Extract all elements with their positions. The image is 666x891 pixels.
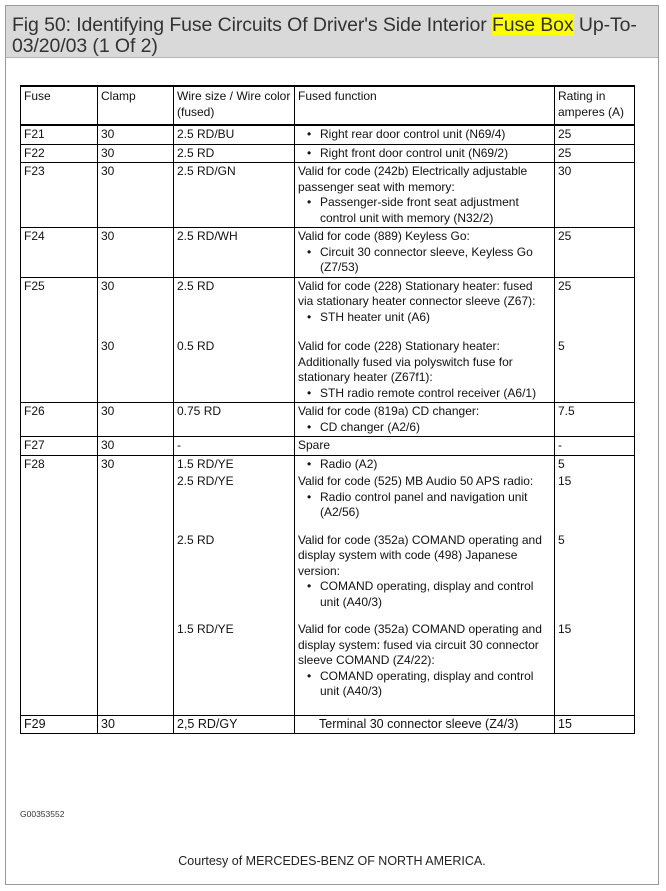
rating-cell: 25 <box>555 228 635 278</box>
wire-cell: - <box>174 437 295 456</box>
clamp-cell: 30 <box>98 228 174 278</box>
wire-cell: 2.5 RD <box>174 277 295 326</box>
clamp-cell <box>98 522 174 612</box>
function-text: Valid for code (352a) COMAND operating and display system: fused via circuit 30 connector sleeve COMAND (Z4/22): <box>298 622 542 667</box>
rating-cell: 7.5 <box>555 403 635 437</box>
clamp-cell: 30 <box>98 437 174 456</box>
function-cell <box>295 228 555 278</box>
table-row <box>21 326 635 403</box>
header-clamp: Clamp <box>98 86 174 125</box>
fuse-cell <box>21 522 98 612</box>
title-bar <box>6 6 658 58</box>
wire-cell: 2.5 RD/YE <box>174 473 295 522</box>
table-row <box>21 228 635 278</box>
rating-cell: 5 <box>555 455 635 473</box>
rating-cell: 15 <box>555 715 635 734</box>
clamp-cell: 30 <box>98 144 174 163</box>
function-bullet: • Radio (A2) <box>320 457 551 473</box>
title-text-after: Up-To-03/20/03 (1 Of 2) <box>12 14 637 57</box>
function-cell: Terminal 30 connector sleeve (Z4/3) <box>295 715 555 734</box>
wire-cell: 2.5 RD/GN <box>174 163 295 228</box>
clamp-cell <box>98 326 174 403</box>
courtesy-note: Courtesy of MERCEDES-BENZ OF NORTH AMERICA. <box>178 854 486 868</box>
function-bullet: • Circuit 30 connector sleeve, Keyless Go (Z7/53) <box>320 245 551 276</box>
fuse-cell: F22 <box>21 144 98 163</box>
function-bullet: • CD changer (A2/6) <box>320 420 551 436</box>
function-cell <box>295 326 555 403</box>
rating-cell: 15 <box>555 473 635 522</box>
wire-cell: 1.5 RD/YE <box>174 455 295 473</box>
rating-cell <box>555 611 635 715</box>
rating-cell: - <box>555 437 635 456</box>
wire-value: 2.5 RD <box>177 532 215 547</box>
function-cell <box>295 403 555 437</box>
wire-value: 0.5 RD <box>177 339 215 353</box>
wire-cell: 2.5 RD <box>174 144 295 163</box>
clamp-value: 30 <box>101 339 115 353</box>
search-highlight: Fuse Box <box>491 14 574 36</box>
clamp-cell: 30 <box>98 125 174 144</box>
rating-cell <box>555 522 635 612</box>
fuse-cell: F28 <box>21 455 98 473</box>
wire-cell: 2.5 RD/BU <box>174 125 295 144</box>
function-bullet: • Radio control panel and navigation unit (A2/56) <box>320 490 551 521</box>
fuse-cell <box>21 611 98 715</box>
fuse-cell <box>21 473 98 522</box>
clamp-cell: 30 <box>98 163 174 228</box>
fuse-cell: F21 <box>21 125 98 144</box>
rating-cell: 25 <box>555 277 635 326</box>
wire-cell: 2,5 RD/GY <box>174 715 295 734</box>
function-bullet: • Right front door control unit (N69/2) <box>320 146 551 162</box>
function-bullet: • COMAND operating, display and control unit (A40/3) <box>320 669 551 700</box>
wire-cell <box>174 522 295 612</box>
clamp-cell <box>98 473 174 522</box>
rating-cell: 30 <box>555 163 635 228</box>
rating-cell <box>555 326 635 403</box>
fuse-table <box>20 85 635 734</box>
header-fuse: Fuse <box>21 86 98 125</box>
rating-value: 15 <box>558 622 572 636</box>
rating-value: 5 <box>558 339 565 353</box>
table-row <box>21 455 635 473</box>
function-cell <box>295 144 555 163</box>
wire-cell: 2.5 RD/WH <box>174 228 295 278</box>
table-header-row <box>21 86 635 125</box>
fuse-cell: F26 <box>21 403 98 437</box>
rating-value: 5 <box>558 532 565 547</box>
table-row <box>21 522 635 612</box>
function-text: Valid for code (228) Stationary heater: fused via stationary heater connector sleeve (Z67): <box>298 278 536 308</box>
table-row <box>21 437 635 456</box>
clamp-cell: 30 <box>98 277 174 326</box>
function-bullet: • STH heater unit (A6) <box>320 310 551 326</box>
function-cell <box>295 522 555 612</box>
function-text: Valid for code (525) MB Audio 50 APS radio: <box>298 474 534 488</box>
clamp-cell: 30 <box>98 455 174 473</box>
table-row <box>21 715 635 734</box>
function-cell <box>295 125 555 144</box>
fuse-cell: F29 <box>21 715 98 734</box>
fuse-cell: F25 <box>21 277 98 326</box>
header-function: Fused function <box>295 86 555 125</box>
function-text: Valid for code (228) Stationary heater: Additionally fused via polyswitch fuse for stationary heater (Z67f1): <box>298 339 513 384</box>
wire-cell <box>174 611 295 715</box>
table-row <box>21 144 635 163</box>
function-cell <box>295 611 555 715</box>
clamp-cell <box>98 611 174 715</box>
fuse-cell <box>21 326 98 403</box>
table-row <box>21 125 635 144</box>
function-cell <box>295 277 555 326</box>
clamp-cell: 30 <box>98 403 174 437</box>
rating-cell: 25 <box>555 125 635 144</box>
table-row <box>21 403 635 437</box>
function-bullet: • Right rear door control unit (N69/4) <box>320 127 551 143</box>
header-wire: Wire size / Wire color (fused) <box>174 86 295 125</box>
title-text-before: Fig 50: Identifying Fuse Circuits Of Driver's Side Interior <box>12 14 492 36</box>
fuse-cell: F24 <box>21 228 98 278</box>
fuse-cell: F23 <box>21 163 98 228</box>
wire-cell: 0.75 RD <box>174 403 295 437</box>
function-cell: Spare <box>295 437 555 456</box>
table-row <box>21 277 635 326</box>
fuse-cell: F27 <box>21 437 98 456</box>
image-id: G00353552 <box>20 809 65 819</box>
table-row <box>21 611 635 715</box>
function-cell <box>295 473 555 522</box>
figure-title <box>12 15 642 57</box>
wire-cell <box>174 326 295 403</box>
wire-value: 1.5 RD/YE <box>177 622 234 636</box>
clamp-cell: 30 <box>98 715 174 734</box>
function-text: Valid for code (242b) Electrically adjustable passenger seat with memory: <box>298 164 528 194</box>
function-text: Valid for code (889) Keyless Go: <box>298 229 470 243</box>
header-rating: Rating in amperes (A) <box>555 86 635 125</box>
table-row <box>21 473 635 522</box>
function-bullet: • COMAND operating, display and control unit (A40/3) <box>320 579 551 610</box>
function-text: Valid for code (352a) COMAND operating and display system with code (498) Japanese version: <box>298 532 542 578</box>
function-cell <box>295 455 555 473</box>
function-bullet: • STH radio remote control receiver (A6/1) <box>320 386 551 402</box>
function-bullet: • Passenger-side front seat adjustment control unit with memory (N32/2) <box>320 195 551 226</box>
table-row <box>21 163 635 228</box>
rating-cell: 25 <box>555 144 635 163</box>
function-cell <box>295 163 555 228</box>
function-text: Valid for code (819a) CD changer: <box>298 404 480 418</box>
